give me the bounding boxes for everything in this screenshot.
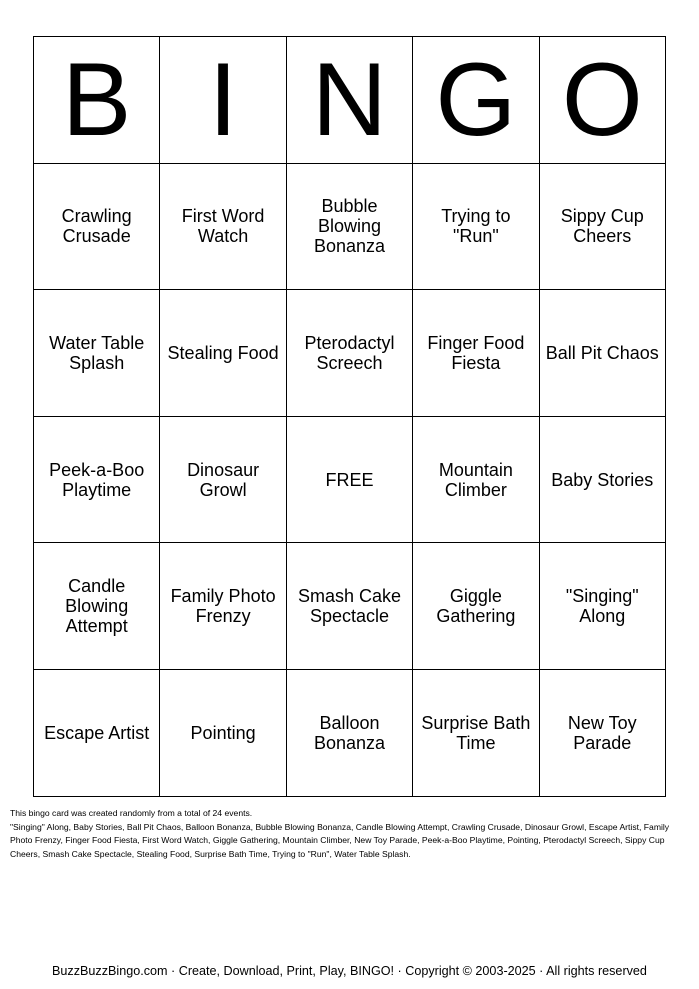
card-note [10,807,682,861]
header-letter-i: I [160,37,286,164]
bingo-cell: Family Photo Frenzy [160,543,286,670]
bingo-cell: Mountain Climber [413,416,539,543]
bingo-cell: Escape Artist [34,669,160,796]
bingo-cell: Ball Pit Chaos [539,290,665,417]
bingo-card [33,36,666,797]
bingo-cell: First Word Watch [160,163,286,290]
bingo-cell: Stealing Food [160,290,286,417]
bingo-cell: Candle Blowing Attempt [34,543,160,670]
bingo-cell: Pterodactyl Screech [286,290,412,417]
bingo-cell: Sippy Cup Cheers [539,163,665,290]
bingo-cell: Baby Stories [539,416,665,543]
header-letter-b: B [34,37,160,164]
bingo-cell: Bubble Blowing Bonanza [286,163,412,290]
bingo-cell: Trying to "Run" [413,163,539,290]
note-intro: This bingo card was created randomly from a total of 24 events. [10,808,253,818]
bingo-cell: Water Table Splash [34,290,160,417]
bingo-cell: Crawling Crusade [34,163,160,290]
bingo-cell: Dinosaur Growl [160,416,286,543]
bingo-cell: Finger Food Fiesta [413,290,539,417]
bingo-cell: Peek-a-Boo Playtime [34,416,160,543]
bingo-cell: Surprise Bath Time [413,669,539,796]
header-letter-n: N [286,37,412,164]
bingo-cell: "Singing" Along [539,543,665,670]
card-row [34,669,666,796]
free-space-cell: FREE [286,416,412,543]
footer-text: BuzzBuzzBingo.com · Create, Download, Print, Play, BINGO! · Copyright © 2003-2025 · All rights reserved [52,964,647,978]
bingo-cell: New Toy Parade [539,669,665,796]
header-row [34,37,666,164]
bingo-cell: Giggle Gathering [413,543,539,670]
card-row [34,543,666,670]
card-row [34,416,666,543]
bingo-cell: Pointing [160,669,286,796]
bingo-cell: Smash Cake Spectacle [286,543,412,670]
note-event-list: "Singing" Along, Baby Stories, Ball Pit Chaos, Balloon Bonanza, Bubble Blowing Bonanza, Candle Blowing Attempt, Crawling Crusade, Dinosaur Growl, Escape Artist, Family Photo Frenzy, Finger Food Fiesta, First Word Watch, Giggle Gathering, Mountain Climber, New Toy Parade, Peek-a-Boo Playtime, Pointing, Pterodactyl Screech, Sippy Cup Cheers, Smash Cake Spectacle, Stealing Food, Surprise Bath Time, Trying to "Run", Water Table Splash. [10,821,670,859]
header-letter-o: O [539,37,665,164]
bingo-cell: Balloon Bonanza [286,669,412,796]
card-row [34,290,666,417]
card-row [34,163,666,290]
header-letter-g: G [413,37,539,164]
